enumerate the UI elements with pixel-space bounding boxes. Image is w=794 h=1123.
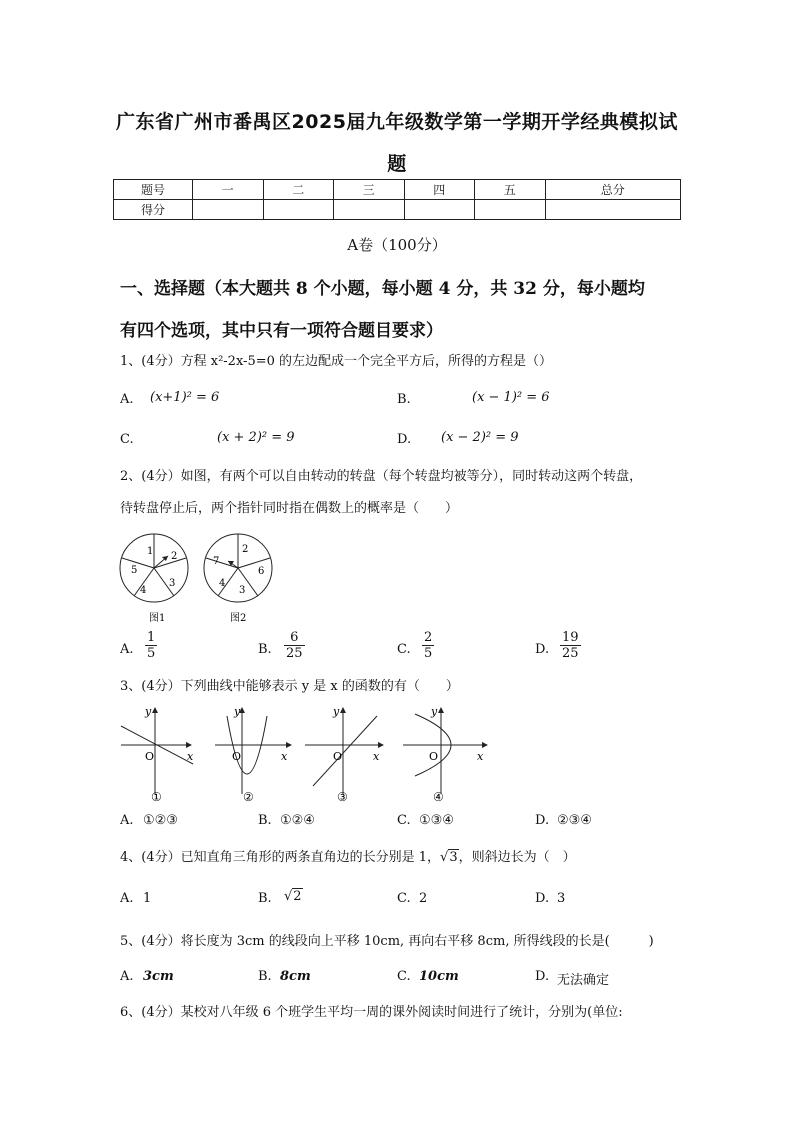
sqrt-sign: √ [284,889,293,904]
q2-option-c-label: C. [397,642,411,657]
graph-3 [305,705,383,804]
q2-option-b-label: B. [258,642,272,657]
wheel2-label: 2 [242,544,249,555]
q5-option-a-label: A. [120,969,134,984]
fraction-denominator: 25 [286,646,303,661]
fraction-numerator: 6 [284,630,305,646]
graph-label: ④ [433,790,444,804]
q2-option-c[interactable] [422,630,434,661]
q4-option-c[interactable]: 2 [419,891,428,906]
table-cell: 题号 [114,180,193,200]
sqrt-radicand: 3 [449,850,458,865]
spinner-wheel-1 [120,534,188,602]
wheel1-label: 2 [171,551,178,562]
score-input-cell[interactable] [193,200,264,220]
q4-option-d[interactable]: 3 [557,891,566,906]
question-6-stem: 6、(4分）某校对八年级 6 个班学生平均一周的课外阅读时间进行了统计，分别为(单位: [120,1005,623,1020]
graph-1 [121,705,194,804]
origin-label: O [429,750,439,763]
q3-option-b-label: B. [258,813,272,828]
figure-1-caption: 图1 [149,613,166,624]
q2-option-d-label: D. [535,642,550,657]
table-cell: 四 [404,180,475,200]
spinner-wheel-2 [204,534,272,602]
q1-option-c-label: C. [120,432,134,447]
wheel2-label: 6 [258,566,265,577]
q1-option-d-label: D. [397,432,412,447]
table-cell: 总分 [545,180,681,200]
sqrt-radicand: 2 [293,889,302,904]
wheel1-label: 3 [169,578,176,589]
q2-option-a-label: A. [120,642,134,657]
axis-label-x: x [373,750,380,763]
question-2-stem-line1: 2、(4分）如图，有两个可以自由转动的转盘（每个转盘均被等分），同时转动这两个转盘， [120,469,643,484]
score-table-score-row [114,200,681,220]
axis-label-y: y [145,705,152,718]
question-4-stem [120,848,576,867]
score-table-header-row [114,180,681,200]
fraction-numerator: 2 [424,630,433,645]
fraction-numerator: 19 [562,630,579,645]
wheel1-label: 1 [147,546,154,557]
graph-2 [215,705,291,804]
q4-stem-text-a: 4、(4分）已知直角三角形的两条直角边的长分别是 1， [120,850,441,865]
q4-option-d-label: D. [535,891,550,906]
axis-label-y: y [333,705,340,718]
spinner-figures [116,530,286,626]
graph-label: ③ [337,790,348,804]
q3-option-c-label: C. [397,813,411,828]
question-2-stem-line2: 待转盘停止后，两个指针同时指在偶数上的概率是（ ） [120,501,459,516]
q4-option-b-label: B. [258,891,272,906]
table-cell: 三 [334,180,405,200]
section-heading-line1: 一、选择题（本大题共 8 个小题，每小题 4 分，共 32 分，每小题均 [120,279,645,299]
q4-stem-text-b: ，则斜边长为（ ） [458,850,576,865]
score-input-cell[interactable] [475,200,546,220]
fraction-denominator: 25 [562,646,579,661]
q5-option-c-label: C. [397,969,411,984]
origin-label: O [333,750,343,763]
origin-label: O [232,750,242,763]
q4-option-c-label: C. [397,891,411,906]
q1-option-d[interactable]: (x − 2)² = 9 [441,430,519,445]
q5-option-b[interactable]: 8cm [280,969,311,984]
figure-2-caption: 图2 [230,613,247,624]
q3-option-a-label: A. [120,813,134,828]
wheel1-label: 4 [140,585,147,596]
exam-title-line2: 题 [387,153,407,175]
score-input-cell[interactable] [263,200,334,220]
axis-label-x: x [187,750,194,763]
q1-option-b-label: B. [397,392,411,407]
q5-option-b-label: B. [258,969,272,984]
volume-heading: A卷（100分） [347,236,447,254]
graph-4 [403,705,487,804]
score-table [113,179,681,220]
q1-option-b[interactable]: (x − 1)² = 6 [472,390,550,405]
q3-option-a[interactable]: ①②③ [143,813,178,828]
score-input-cell[interactable] [545,200,681,220]
sqrt-sign: √ [440,850,449,865]
wheel1-label: 5 [131,565,138,576]
function-graphs [115,702,495,804]
table-cell: 得分 [114,200,193,220]
score-input-cell[interactable] [334,200,405,220]
q3-option-d-label: D. [535,813,550,828]
fraction-denominator: 5 [147,646,156,661]
wheel2-label: 4 [219,578,226,589]
table-cell: 一 [193,180,264,200]
q3-option-d[interactable]: ②③④ [557,813,592,828]
table-cell: 二 [263,180,334,200]
axis-label-x: x [281,750,288,763]
q1-option-c[interactable]: (x + 2)² = 9 [217,430,295,445]
q1-option-a[interactable]: (x+1)² = 6 [150,390,220,405]
score-input-cell[interactable] [404,200,475,220]
axis-label-y: y [431,705,438,718]
fraction-numerator: 1 [147,630,156,645]
exam-title-line1: 广东省广州市番禺区2025届九年级数学第一学期开学经典模拟试 [116,111,678,133]
axis-label-y: y [234,705,241,718]
section-heading-line2: 有四个选项，其中只有一项符合题目要求） [120,321,443,341]
question-5-stem: 5、(4分）将长度为 3cm 的线段向上平移 10cm, 再向右平移 8cm, 所得线段的长是( ) [120,934,654,949]
origin-label: O [145,750,155,763]
q4-option-b[interactable] [284,889,303,904]
q2-option-a[interactable] [145,630,157,661]
wheel2-label: 7 [213,556,220,567]
fraction-denominator: 5 [424,646,433,661]
q1-option-a-label: A. [120,392,134,407]
q5-option-c[interactable]: 10cm [419,969,459,984]
wheel2-label: 3 [239,585,246,596]
question-3-stem: 3、(4分）下列曲线中能够表示 y 是 x 的函数的有（ ） [120,679,459,694]
q3-option-c[interactable]: ①③④ [419,813,454,828]
graph-label: ① [151,790,162,804]
q5-option-d[interactable]: 无法确定 [557,973,610,988]
question-1-stem: 1、(4分）方程 x²-2x-5=0 的左边配成一个完全平方后，所得的方程是（） [120,354,553,369]
q2-option-d[interactable] [560,630,581,661]
q4-option-a-label: A. [120,891,134,906]
q5-option-a[interactable]: 3cm [143,969,174,984]
axis-label-x: x [477,750,484,763]
q4-option-a[interactable]: 1 [143,891,152,906]
table-cell: 五 [475,180,546,200]
graph-label: ② [243,790,254,804]
q5-option-d-label: D. [535,969,550,984]
q3-option-b[interactable]: ①②④ [280,813,315,828]
q2-option-b[interactable] [284,630,305,661]
